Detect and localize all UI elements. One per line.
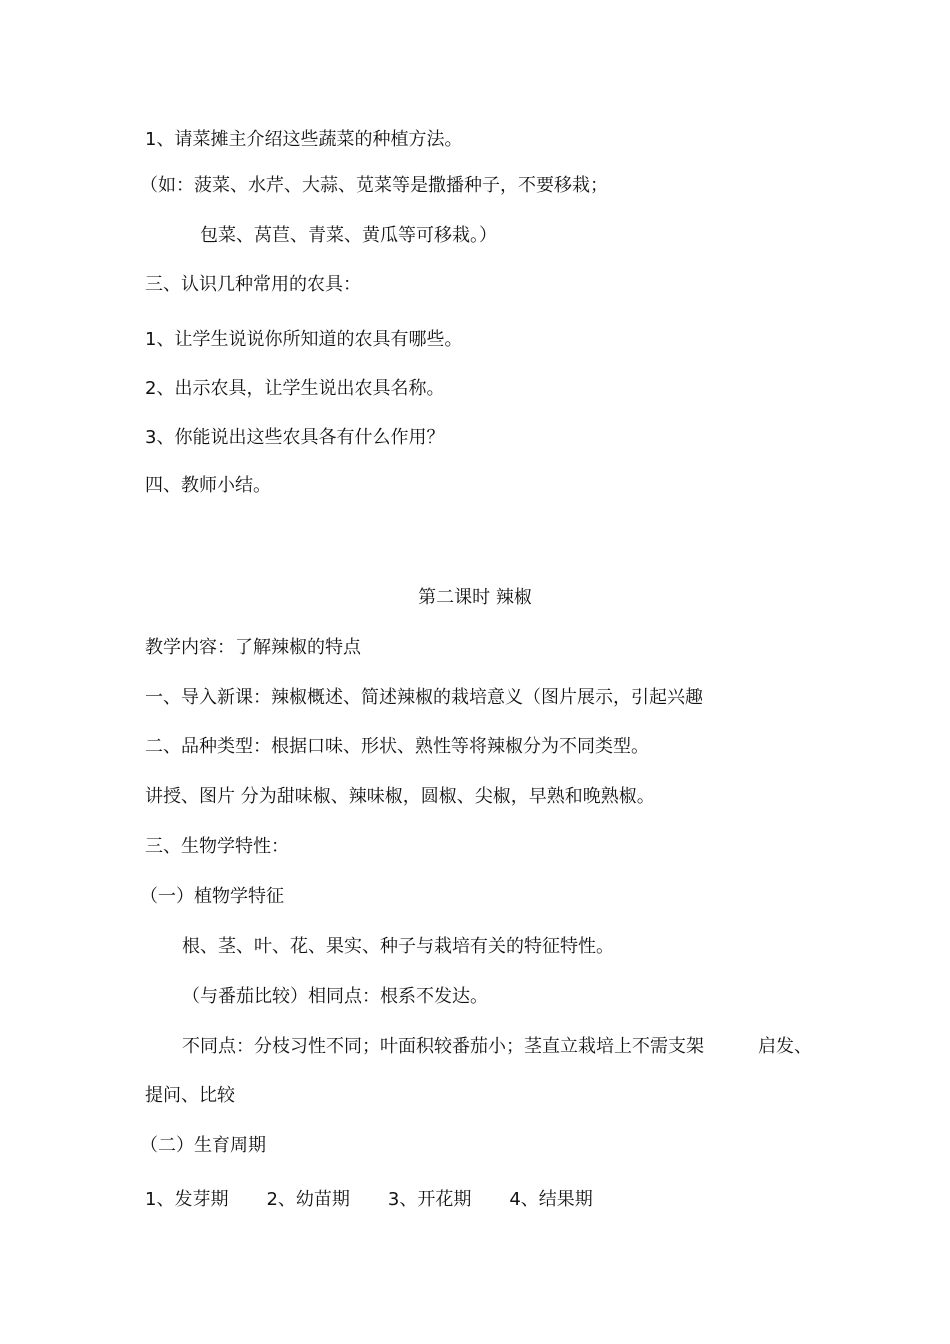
variety-detail: 讲授、图片 分为甜味椒、辣味椒，圆椒、尖椒，早熟和晚熟椒。	[145, 786, 655, 807]
stage-item: 2、幼苗期	[266, 1189, 350, 1210]
section-three-heading: 三、认识几种常用的农具：	[145, 274, 361, 295]
sowing-note: （如：菠菜、水芹、大蒜、苋菜等是撒播种子，不要移栽；	[140, 175, 608, 196]
biology-section: 三、生物学特性：	[145, 836, 289, 857]
transplant-note: 包菜、莴苣、青菜、黄瓜等可移栽。）	[200, 225, 497, 246]
variety-section: 二、品种类型：根据口味、形状、熟性等将辣椒分为不同类型。	[145, 736, 649, 757]
teaching-content: 教学内容：了解辣椒的特点	[145, 637, 361, 658]
stage-item: 3、开花期	[387, 1189, 472, 1210]
method-note: 启发、	[758, 1036, 812, 1057]
lesson-title: 第二课时 辣椒	[418, 587, 532, 608]
stage-item: 4、结果期	[509, 1189, 593, 1210]
step-show-tools: 2、出示农具，让学生说出农具名称。	[145, 378, 445, 399]
step-vendor-intro: 1、请菜摊主介绍这些蔬菜的种植方法。	[145, 129, 463, 150]
difference-note: 不同点：分枝习性不同；叶面积较番茄小；茎直立栽培上不需支架	[182, 1036, 704, 1057]
step-tools-known: 1、让学生说说你所知道的农具有哪些。	[145, 329, 463, 350]
step-tool-uses: 3、你能说出这些农具各有什么作用？	[145, 427, 445, 448]
method-note-continued: 提问、比较	[145, 1085, 235, 1106]
botany-subheading: （一）植物学特征	[140, 886, 284, 907]
similarity-note: （与番茄比较）相同点：根系不发达。	[182, 986, 488, 1007]
intro-section: 一、导入新课：辣椒概述、简述辣椒的栽培意义（图片展示，引起兴趣	[145, 687, 703, 708]
growth-stages	[145, 1188, 593, 1212]
growth-cycle-subheading: （二）生育周期	[140, 1135, 266, 1156]
section-four-heading: 四、教师小结。	[145, 475, 271, 496]
stage-item: 1、发芽期	[145, 1189, 229, 1210]
botany-traits: 根、茎、叶、花、果实、种子与栽培有关的特征特性。	[182, 936, 614, 957]
